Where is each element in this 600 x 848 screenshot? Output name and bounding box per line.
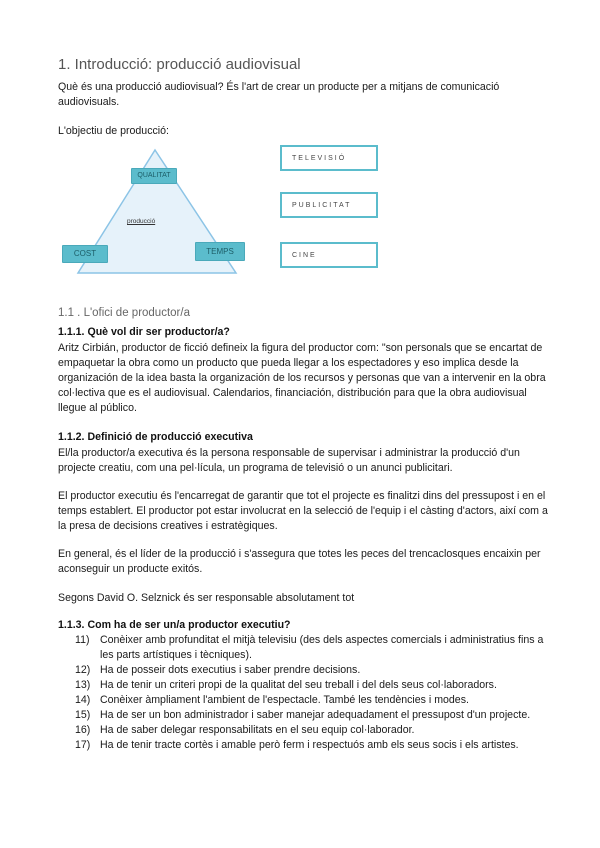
output-box-cinema: CINE [280,242,378,268]
triangle-center-label: producció [127,218,156,225]
subsection-heading-1-1-1: 1.1.1. Què vol dir ser productor/a? [58,326,230,338]
output-box-advertising: PUBLICITAT [280,192,378,218]
executive-qualities-list [58,633,548,753]
triangle-label-cost: COST [62,245,108,263]
list-item: 16) Ha de saber delegar responsabilitats en el seu equip col·laborador. [75,724,415,736]
list-item: 12) Ha de posseir dots executius i saber prendre decisions. [75,664,361,676]
list-item: 15) Ha de ser un bon administrador i saber manejar adequadament el pressupost d'un projecte. [75,709,531,721]
triangle-label-time: TEMPS [195,242,245,261]
list-item: 14) Conèixer àmpliament l'ambient de l'espectacle. També les tendències i modes. [75,694,469,706]
paragraph-leader: En general, és el líder de la producció i s'assegura que totes les peces del trencaclosques encaixin per aconseguir un producte exitós. [58,548,541,575]
list-item: 11) Conèixer amb profunditat el mitjà televisiu (des dels aspectes comercials i administratius fins a les parts artístiques i tècniques). [75,634,544,661]
section-heading-1-1: 1.1 . L'ofici de productor/a [58,307,190,319]
intro-paragraph: Què és una producció audiovisual? És l'art de crear un producte per a mitjans de comunicació audiovisuals. [58,81,500,108]
output-box-television: TELEVISIÓ [280,145,378,171]
list-item: 17) Ha de tenir tracte cortès i amable però ferm i respectuós amb els seus socis i els artistes. [75,739,519,751]
objective-label: L'objectiu de producció: [58,125,169,137]
subsection-heading-1-1-3: 1.1.3. Com ha de ser un/a productor executiu? [58,619,291,631]
paragraph-executive-definition: El/la productor/a executiva és la persona responsable de supervisar i administrar la producció d'un projecte creatiu, com una pel·lícula, un programa de televisió o un anunci publicitari. [58,447,520,474]
list-item: 13) Ha de tenir un criteri propi de la qualitat del seu treball i del dels seus col·laboradors. [75,679,497,691]
subsection-heading-1-1-2: 1.1.2. Definició de producció executiva [58,431,253,443]
paragraph-selznick: Segons David O. Selznick és ser responsable absolutament tot [58,592,355,604]
triangle-label-quality: QUALITAT [131,168,177,184]
page-title: 1. Introducció: producció audiovisual [58,56,301,73]
paragraph-producer-definition: Aritz Cirbián, productor de ficció defineix la figura del productor com: "son personals que se encartat de empaquetar la obra como un producto que pueda llegar a los espectadores y eso implica desde la organización de la idea basta la organización de los recursos y personas que van a intervenir en la obra col·lectiva que es el audiovisual. Calendarios, financiación, distribución para que la obra audiovisual llegue al público. [58,342,546,414]
production-triangle-diagram [58,145,398,280]
paragraph-executive-role: El productor executiu és l'encarregat de garantir que tot el projecte es finalitzi dins del pressupost i en el temps establert. El productor pot estar involucrat en la selecció de l'equip i el càsting d'actors, així com a la presa de decisions creatives i estratègiques. [58,490,548,532]
